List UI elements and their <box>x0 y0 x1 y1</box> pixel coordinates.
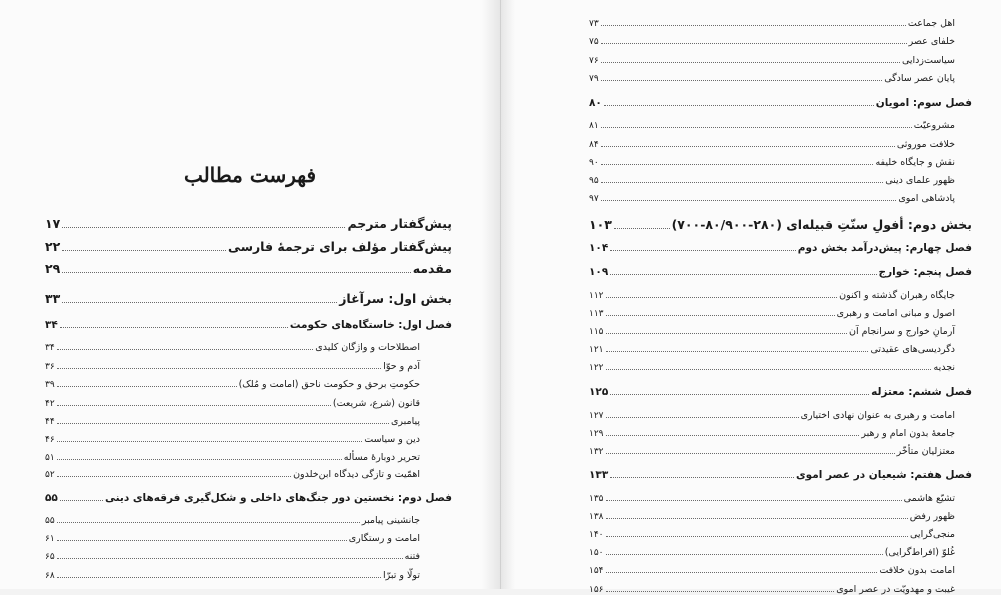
dot-leader <box>57 434 363 442</box>
toc-entry-title: بخش دوم: أفولِ سنّتِ قبیله‌ای (۲۸۰-۸۰/۹۰۰-۷۰۰) <box>671 217 972 232</box>
toc-entry-title: قانون (شرع، شریعت) <box>332 397 420 409</box>
toc-entry <box>589 290 955 301</box>
toc-entry <box>589 55 955 66</box>
toc-entry-title: فصل ششم: معتزله <box>871 385 972 398</box>
toc-entry <box>589 266 972 277</box>
toc-entry <box>45 241 452 254</box>
toc-entry <box>589 362 955 373</box>
dot-leader <box>606 547 883 555</box>
toc-entry-page-number: ۵۲ <box>45 469 55 480</box>
toc-entry-title: جایگاه رهبران گذشته و اکنون <box>839 289 955 301</box>
toc-entry <box>589 139 955 150</box>
toc-entry-title: دین و سیاست <box>364 433 420 445</box>
toc-entry <box>589 446 955 457</box>
toc-entry-page-number: ۱۲۵ <box>589 385 609 398</box>
toc-entry-title: جانشینی پیامبر <box>361 514 420 526</box>
toc-entry-title: ظهور رفض <box>909 510 955 522</box>
toc-entry <box>589 73 955 84</box>
toc-entry-title: فصل پنجم: خوارج <box>878 265 972 278</box>
dot-leader <box>601 18 906 26</box>
dot-leader <box>601 175 884 183</box>
dot-leader <box>606 565 878 573</box>
toc-entry-page-number: ۱۳۸ <box>589 511 604 522</box>
toc-entry-page-number: ۱۴۰ <box>589 529 604 540</box>
toc-entry-title: تشیّع هاشمی <box>903 492 955 504</box>
toc-entry <box>589 344 955 355</box>
toc-entry-title: اهمّیت و تازگی دیدگاه ابن‌خلدون <box>293 468 420 480</box>
toc-entry-title: ظهور علمای دینی <box>885 174 955 186</box>
toc-entry <box>45 452 420 463</box>
toc-entry-page-number: ۵۵ <box>45 491 58 504</box>
dot-leader <box>606 290 838 298</box>
toc-entry <box>589 97 972 108</box>
dot-leader <box>601 139 895 147</box>
toc-entry-page-number: ۳۳ <box>45 291 61 306</box>
dot-leader <box>606 308 835 316</box>
toc-entry-page-number: ۴۲ <box>45 398 55 409</box>
toc-entry-page-number: ۸۱ <box>589 120 599 131</box>
toc-entry-title: بخش اول: سرآغاز <box>339 291 452 306</box>
toc-entry-page-number: ۲۹ <box>45 261 61 276</box>
toc-entry-page-number: ۱۰۹ <box>589 265 609 278</box>
toc-entry-title: اصول و مبانی امامت و رهبری <box>836 307 955 319</box>
dot-leader <box>62 263 410 273</box>
dot-leader <box>610 266 876 275</box>
dot-leader <box>57 416 389 424</box>
toc-entry-page-number: ۱۰۴ <box>589 241 609 254</box>
toc-entry <box>45 469 420 480</box>
toc-entry-title: اصطلاحات و واژگان کلیدی <box>315 341 420 353</box>
dot-leader <box>601 157 874 165</box>
toc-entry <box>45 515 420 526</box>
toc-entry-title: غیبت و مهدویّت در عصر اموی <box>836 583 955 595</box>
toc-entry-page-number: ۳۶ <box>45 361 55 372</box>
toc-entry-title: معتزلیان متأخّر <box>896 445 955 457</box>
toc-entry <box>589 584 955 595</box>
toc-entry-title: حکومتِ برحق و حکومت ناحق (امامت و مُلک) <box>238 378 420 390</box>
toc-entry-title: سیاست‌زدایی <box>901 54 955 66</box>
toc-entry-page-number: ۱۲۷ <box>589 410 604 421</box>
dot-leader <box>601 193 897 201</box>
toc-entry <box>589 428 955 439</box>
toc-entry <box>45 379 420 390</box>
toc-entry-page-number: ۱۳۲ <box>589 446 604 457</box>
dot-leader <box>606 493 902 501</box>
toc-entry-title: نقش و جایگاه خلیفه <box>875 156 955 168</box>
toc-entry-title: آدم و حوّا <box>383 360 420 372</box>
toc-entry <box>589 18 955 29</box>
dot-leader <box>604 97 874 106</box>
toc-entry-page-number: ۸۰ <box>589 96 602 109</box>
toc-entry-title: تولّا و تبرّا <box>383 569 420 581</box>
toc-entry <box>589 242 972 253</box>
toc-entry-title: منجی‌گرایی <box>910 528 955 540</box>
toc-entry <box>45 342 420 353</box>
dot-leader <box>62 218 345 228</box>
dot-leader <box>614 219 670 229</box>
toc-entry-title: فصل سوم: امویان <box>875 96 972 109</box>
toc-entry-page-number: ۱۱۲ <box>589 290 604 301</box>
toc-entry-title: فصل دوم: نخستین دور جنگ‌های داخلی و شکل‌گیری فرقه‌های دینی <box>104 491 452 504</box>
toc-entry-title: خلافت موروثی <box>896 138 955 150</box>
toc-entry-title: تحریر دوبارهٔ مسأله <box>343 451 420 463</box>
toc-entry <box>589 120 955 131</box>
toc-entry-page-number: ۱۲۹ <box>589 428 604 439</box>
toc-entry-page-number: ۱۵۶ <box>589 584 604 595</box>
toc-entry-page-number: ۱۱۵ <box>589 326 604 337</box>
toc-entry-title: مشروعیّت <box>913 119 955 131</box>
dot-leader <box>606 446 895 454</box>
toc-entry <box>45 263 452 276</box>
toc-entry <box>45 398 420 409</box>
toc-entry-title: فتنه <box>404 550 420 562</box>
toc-entry-page-number: ۷۹ <box>589 73 599 84</box>
toc-entry-page-number: ۵۱ <box>45 452 55 463</box>
toc-entry-page-number: ۱۳۵ <box>589 493 604 504</box>
toc-entry-title: پایان عصر سادگی <box>884 72 955 84</box>
toc-entry <box>45 218 452 231</box>
toc-entry-title: فصل هفتم: شیعیان در عصر اموی <box>796 468 972 481</box>
dot-leader <box>610 242 796 251</box>
toc-entry-page-number: ۶۱ <box>45 533 55 544</box>
toc-entry-title: پیش‌گفتار مترجم <box>347 216 452 231</box>
toc-entry <box>589 157 955 168</box>
toc-entry-title: مقدمه <box>412 261 452 276</box>
toc-entry <box>589 511 955 522</box>
toc-entry <box>45 416 420 427</box>
dot-leader <box>57 570 381 578</box>
dot-leader <box>62 241 226 251</box>
toc-entry-page-number: ۱۵۴ <box>589 565 604 576</box>
toc-entry-page-number: ۱۳۳ <box>589 468 609 481</box>
toc-entry <box>589 219 972 232</box>
toc-entry-title: نجدیه <box>933 361 955 373</box>
toc-entry <box>589 493 955 504</box>
dot-leader <box>610 386 869 395</box>
dot-leader <box>57 533 347 541</box>
toc-entry <box>589 326 955 337</box>
toc-entry <box>45 293 452 306</box>
left-page <box>0 0 501 589</box>
dot-leader <box>606 362 932 370</box>
toc-entry <box>589 175 955 186</box>
toc-entry <box>589 529 955 540</box>
dot-leader <box>606 326 847 334</box>
toc-entry-page-number: ۳۴ <box>45 342 55 353</box>
dot-leader <box>57 342 314 350</box>
toc-title: فهرست مطالب <box>183 163 317 187</box>
toc-entry-page-number: ۶۵ <box>45 551 55 562</box>
dot-leader <box>57 398 331 406</box>
toc-entry <box>589 565 955 576</box>
dot-leader <box>606 529 909 537</box>
toc-entry-title: خلفای عصر <box>908 35 955 47</box>
toc-entry <box>45 533 420 544</box>
toc-entry-title: امامت و رهبری به عنوان نهادی اختیاری <box>800 409 955 421</box>
dot-leader <box>57 469 291 477</box>
toc-entry-title: آرمانِ خوارج و سرانجام آن <box>848 325 955 337</box>
toc-entry <box>589 410 955 421</box>
dot-leader <box>606 344 869 352</box>
dot-leader <box>601 55 900 63</box>
toc-entry <box>589 386 972 397</box>
toc-entry-title: دگردیسی‌های عقیدتی <box>870 343 955 355</box>
toc-entry-page-number: ۷۶ <box>589 55 599 66</box>
toc-entry-page-number: ۳۹ <box>45 379 55 390</box>
toc-entry-title: امامت و رستگاری <box>348 532 420 544</box>
toc-entry <box>45 434 420 445</box>
toc-entry-page-number: ۷۵ <box>589 36 599 47</box>
toc-entry-page-number: ۱۵۰ <box>589 547 604 558</box>
dot-leader <box>60 319 288 328</box>
toc-entry <box>45 361 420 372</box>
toc-entry-page-number: ۱۱۳ <box>589 308 604 319</box>
dot-leader <box>601 73 883 81</box>
toc-entry <box>589 193 955 204</box>
toc-entry-page-number: ۱۲۱ <box>589 344 604 355</box>
toc-entry-title: اهل جماعت <box>907 17 955 29</box>
toc-entry-page-number: ۸۴ <box>589 139 599 150</box>
toc-entry-title: فصل اول: خاستگاه‌های حکومت <box>289 318 452 331</box>
dot-leader <box>606 428 860 436</box>
toc-entry-page-number: ۳۴ <box>45 318 58 331</box>
dot-leader <box>62 293 337 303</box>
toc-entry <box>589 547 955 558</box>
toc-entry <box>45 570 420 581</box>
dot-leader <box>601 36 907 44</box>
toc-entry-page-number: ۵۵ <box>45 515 55 526</box>
dot-leader <box>606 511 908 519</box>
toc-entry-title: پیش‌گفتار مؤلف برای ترجمهٔ فارسی <box>228 239 452 254</box>
toc-entry-page-number: ۹۵ <box>589 175 599 186</box>
dot-leader <box>606 584 835 592</box>
toc-entry-page-number: ۱۰۳ <box>589 217 612 232</box>
toc-entry <box>589 469 972 480</box>
toc-entry-title: پادشاهی اموی <box>898 192 955 204</box>
dot-leader <box>57 515 360 523</box>
toc-entry-page-number: ۱۲۲ <box>589 362 604 373</box>
toc-entry <box>589 308 955 319</box>
toc-entry-title: پیامبری <box>390 415 420 427</box>
toc-entry-page-number: ۴۶ <box>45 434 55 445</box>
toc-entry-page-number: ۹۰ <box>589 157 599 168</box>
dot-leader <box>57 452 342 460</box>
toc-entry-page-number: ۹۷ <box>589 193 599 204</box>
dot-leader <box>57 551 403 559</box>
toc-entry-page-number: ۷۳ <box>589 18 599 29</box>
dot-leader <box>57 361 382 369</box>
right-page <box>501 0 1001 595</box>
dot-leader <box>60 492 103 501</box>
toc-entry <box>589 36 955 47</box>
toc-entry-page-number: ۲۲ <box>45 239 61 254</box>
toc-entry <box>45 319 452 330</box>
toc-entry-title: جامعهٔ بدون امام و رهبر <box>861 427 955 439</box>
toc-entry-title: امامت بدون خلافت <box>879 564 955 576</box>
toc-entry-title: غُلوّ (افراط‌گرایی) <box>884 546 955 558</box>
toc-entry-page-number: ۶۸ <box>45 570 55 581</box>
toc-entry <box>45 551 420 562</box>
toc-entry-page-number: ۱۷ <box>45 216 61 231</box>
toc-entry <box>45 492 452 503</box>
dot-leader <box>601 120 912 128</box>
toc-entry-title: فصل چهارم: پیش‌درآمد بخش دوم <box>797 241 972 254</box>
dot-leader <box>57 379 237 387</box>
dot-leader <box>606 410 799 418</box>
dot-leader <box>610 469 794 478</box>
toc-entry-page-number: ۴۴ <box>45 416 55 427</box>
